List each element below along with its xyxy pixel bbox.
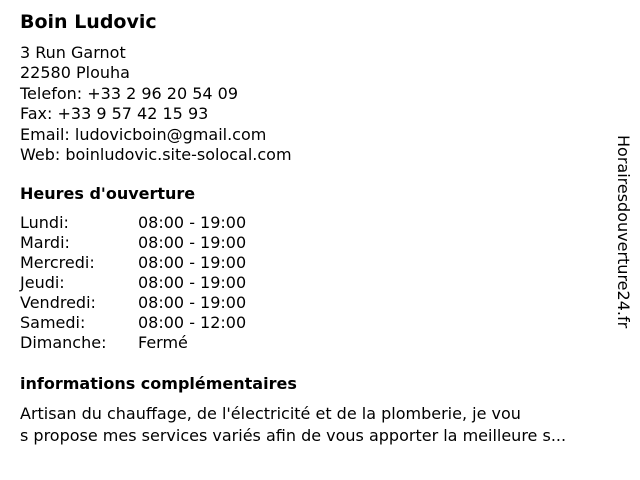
address-street: 3 Run Garnot	[20, 43, 126, 62]
phone-number: Telefon: +33 2 96 20 54 09	[20, 83, 239, 103]
time-value: 08:00 - 19:00	[138, 293, 247, 312]
day-label: Dimanche:	[20, 333, 107, 352]
day-label: Mercredi:	[20, 253, 95, 272]
hours-row-monday	[20, 213, 280, 233]
email-address: Email: ludovicboin@gmail.com	[20, 124, 267, 144]
time-value: 08:00 - 12:00	[138, 313, 247, 332]
day-label: Vendredi:	[20, 293, 96, 312]
description-line: s propose mes services variés afin de vous apporter la meilleure s...	[20, 426, 567, 445]
time-value: 08:00 - 19:00	[138, 213, 247, 232]
hours-row-thursday	[20, 273, 280, 293]
contact-block	[20, 43, 292, 165]
time-value: 08:00 - 19:00	[138, 233, 247, 252]
address-city: 22580 Plouha	[20, 63, 130, 83]
business-name: Boin Ludovic	[20, 11, 157, 33]
opening-hours-heading: Heures d'ouverture	[20, 184, 196, 203]
additional-info-heading: informations complémentaires	[20, 374, 297, 393]
day-label: Lundi:	[20, 213, 69, 232]
hours-row-tuesday	[20, 233, 280, 253]
fax-number: Fax: +33 9 57 42 15 93	[20, 104, 209, 124]
description-line: Artisan du chauffage, de l'électricité et de la plomberie, je vou	[20, 404, 521, 423]
day-label: Jeudi:	[20, 273, 65, 292]
website: Web: boinludovic.site-solocal.com	[20, 144, 292, 164]
source-watermark: Horairesdouverture24.fr	[614, 135, 633, 329]
day-label: Samedi:	[20, 313, 86, 332]
day-label: Mardi:	[20, 233, 70, 252]
hours-row-wednesday	[20, 253, 280, 273]
time-value: 08:00 - 19:00	[138, 253, 247, 272]
hours-row-saturday	[20, 313, 280, 333]
time-value: 08:00 - 19:00	[138, 273, 247, 292]
opening-hours-table	[20, 213, 280, 353]
hours-row-friday	[20, 293, 280, 313]
time-value: Fermé	[138, 333, 188, 352]
business-description	[20, 403, 620, 447]
hours-row-sunday	[20, 333, 280, 353]
